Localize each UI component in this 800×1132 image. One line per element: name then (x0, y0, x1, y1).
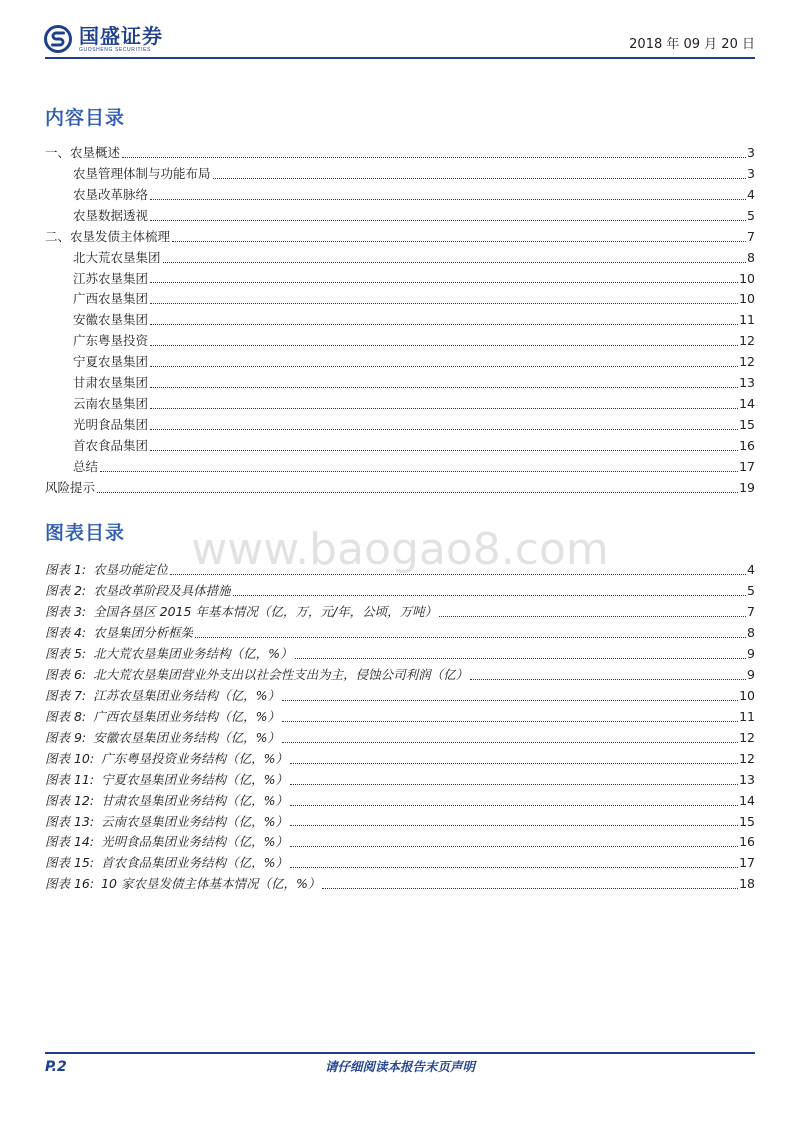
figure-entry-label: 图表 16: (45, 876, 95, 892)
dot-leader (150, 198, 746, 200)
figure-entry-page: 8 (747, 625, 755, 641)
toc-entry-title: 光明食品集团 (73, 416, 149, 432)
toc-entry-page: 10 (739, 291, 755, 307)
toc-entry-page: 5 (747, 207, 755, 223)
toc-entry-title: 首农食品集团 (73, 437, 149, 453)
toc-entry-title: 云南农垦集团 (73, 396, 149, 412)
figure-entry-title: 广东粤垦投资业务结构（亿，%） (101, 750, 288, 766)
watermark: www.baogao8.com (191, 524, 609, 575)
figure-entry-page: 17 (739, 855, 755, 871)
toc-entry[interactable] (45, 227, 755, 248)
toc-entry-page: 12 (739, 354, 755, 370)
figure-entry-label: 图表 5: (45, 646, 87, 662)
toc-entry-page: 14 (739, 396, 755, 412)
toc-entry[interactable] (45, 185, 755, 206)
company-name: 国盛证券 (79, 23, 163, 48)
dot-leader (282, 741, 738, 743)
toc-entry-page: 11 (739, 312, 755, 328)
toc-entry-page: 4 (747, 186, 755, 202)
figure-entry-page: 11 (739, 708, 755, 724)
toc-entry-page: 16 (739, 437, 755, 453)
figure-entry[interactable] (45, 853, 755, 874)
toc-entry-title: 总结 (73, 458, 99, 474)
dot-leader (295, 657, 747, 659)
dot-leader (150, 281, 738, 283)
dot-leader (97, 491, 738, 493)
figure-entry-label: 图表 3: (45, 604, 87, 620)
figure-entry[interactable] (45, 665, 755, 686)
toc-entry[interactable] (45, 352, 755, 373)
dot-leader (290, 824, 738, 826)
toc-entry-title: 风险提示 (45, 479, 96, 495)
figure-entry-title: 农垦功能定位 (93, 562, 169, 578)
toc-entry[interactable] (45, 269, 755, 290)
figure-entry-label: 图表 8: (45, 708, 87, 724)
toc-entry-title: 广东粤垦投资 (73, 333, 149, 349)
contents-list (45, 143, 755, 499)
toc-entry[interactable] (45, 415, 755, 436)
figure-entry-label: 图表 14: (45, 834, 95, 850)
dot-leader (290, 783, 738, 785)
dot-leader (195, 636, 746, 638)
toc-entry-title: 农垦改革脉络 (73, 186, 149, 202)
figures-list (45, 561, 755, 896)
toc-entry-page: 17 (739, 458, 755, 474)
dot-leader (150, 323, 738, 325)
toc-entry[interactable] (45, 289, 755, 310)
figure-entry-label: 图表 6: (45, 667, 87, 683)
toc-entry[interactable] (45, 394, 755, 415)
toc-entry-page: 8 (747, 249, 755, 265)
toc-entry-page: 7 (747, 228, 755, 244)
figures-heading: 图表目录 (45, 522, 126, 544)
dot-leader (100, 470, 738, 472)
dot-leader (290, 804, 738, 806)
figure-entry[interactable] (45, 749, 755, 770)
figure-entry-page: 15 (739, 813, 755, 829)
figure-entry-page: 5 (747, 583, 755, 599)
guosheng-logo-icon (43, 24, 73, 54)
dot-leader (150, 302, 738, 304)
toc-entry-page: 13 (739, 375, 755, 391)
figure-entry[interactable] (45, 686, 755, 707)
dot-leader (122, 156, 746, 158)
dot-leader (150, 449, 738, 451)
figure-entry-title: 云南农垦集团业务结构（亿，%） (101, 813, 288, 829)
figure-entry[interactable] (45, 728, 755, 749)
toc-entry-title: 二、农垦发债主体梳理 (45, 228, 171, 244)
figure-entry-title: 农垦改革阶段及具体措施 (93, 583, 231, 599)
dot-leader (290, 762, 738, 764)
toc-entry[interactable] (45, 331, 755, 352)
figure-entry-page: 16 (739, 834, 755, 850)
figure-entry[interactable] (45, 874, 755, 895)
toc-entry-title: 北大荒农垦集团 (73, 249, 161, 265)
header-divider (45, 57, 755, 59)
dot-leader (170, 573, 746, 575)
toc-entry-title: 江苏农垦集团 (73, 270, 149, 286)
dot-leader (282, 720, 738, 722)
toc-entry[interactable] (45, 206, 755, 227)
figure-entry[interactable] (45, 623, 755, 644)
dot-leader (213, 177, 747, 179)
figure-entry-label: 图表 4: (45, 625, 87, 641)
dot-leader (439, 615, 746, 617)
figure-entry[interactable] (45, 561, 755, 582)
figure-entry-title: 江苏农垦集团业务结构（亿，%） (93, 688, 281, 704)
figure-entry-label: 图表 9: (45, 729, 87, 745)
toc-entry[interactable] (45, 164, 755, 185)
disclaimer-notice: 请仔细阅读本报告末页声明 (324, 1059, 475, 1074)
figure-entry-page: 18 (739, 876, 755, 892)
figure-entry-page: 14 (739, 792, 755, 808)
figure-entry-page: 7 (747, 604, 755, 620)
figure-entry-label: 图表 7: (45, 688, 87, 704)
figure-entry-title: 广西农垦集团业务结构（亿，%） (93, 708, 281, 724)
toc-entry[interactable] (45, 457, 755, 478)
figure-entry-title: 甘肃农垦集团业务结构（亿，%） (101, 792, 288, 808)
figure-entry-title: 全国各垦区 2015 年基本情况（亿，万，元/年，公顷，万吨） (93, 604, 438, 620)
figure-entry[interactable] (45, 707, 755, 728)
figure-entry-label: 图表 15: (45, 855, 95, 871)
figure-entry[interactable] (45, 832, 755, 853)
toc-entry-page: 10 (739, 270, 755, 286)
toc-entry[interactable] (45, 143, 755, 164)
toc-entry[interactable] (45, 248, 755, 269)
toc-entry-page: 3 (747, 144, 755, 160)
company-name-english: GUOSHENG SECURITIES (79, 46, 151, 53)
toc-entry-title: 安徽农垦集团 (73, 312, 149, 328)
figure-entry-label: 图表 12: (45, 792, 95, 808)
toc-entry[interactable] (45, 310, 755, 331)
toc-entry[interactable] (45, 436, 755, 457)
dot-leader (150, 219, 746, 221)
toc-entry-title: 广西农垦集团 (73, 291, 149, 307)
dot-leader (150, 407, 738, 409)
figure-entry-label: 图表 2: (45, 583, 87, 599)
figure-entry-title: 光明食品集团业务结构（亿，%） (101, 834, 288, 850)
toc-entry[interactable] (45, 373, 755, 394)
figure-entry-label: 图表 1: (45, 562, 87, 578)
figure-entry[interactable] (45, 602, 755, 623)
footer-divider (45, 1052, 755, 1054)
figure-entry-title: 宁夏农垦集团业务结构（亿，%） (101, 771, 288, 787)
figure-entry-page: 12 (739, 750, 755, 766)
dot-leader (282, 699, 738, 701)
toc-entry-page: 3 (747, 165, 755, 181)
figure-entry-title: 农垦集团分析框架 (93, 625, 194, 641)
figure-entry-title: 首农食品集团业务结构（亿，%） (101, 855, 288, 871)
toc-entry-title: 甘肃农垦集团 (73, 375, 149, 391)
figure-entry[interactable] (45, 581, 755, 602)
toc-entry-title: 农垦管理体制与功能布局 (73, 165, 211, 181)
dot-leader (150, 365, 738, 367)
figure-entry-title: 北大荒农垦集团营业外支出以社会性支出为主，侵蚀公司利润（亿） (93, 667, 469, 683)
figure-entry-title: 北大荒农垦集团业务结构（亿，%） (93, 646, 293, 662)
figure-entry-label: 图表 10: (45, 750, 95, 766)
dot-leader (150, 428, 738, 430)
figure-entry-title: 安徽农垦集团业务结构（亿，%） (93, 729, 281, 745)
figure-entry[interactable] (45, 791, 755, 812)
dot-leader (322, 887, 738, 889)
dot-leader (150, 344, 738, 346)
dot-leader (172, 240, 746, 242)
figure-entry-page: 9 (747, 646, 755, 662)
toc-entry-title: 一、农垦概述 (45, 144, 121, 160)
figure-entry[interactable] (45, 770, 755, 791)
logo-wordmark (79, 25, 163, 54)
toc-entry-title: 农垦数据透视 (73, 207, 149, 223)
toc-entry-page: 15 (739, 416, 755, 432)
figure-entry-title: 10 家农垦发债主体基本情况（亿，%） (101, 876, 321, 892)
figure-entry-page: 12 (739, 729, 755, 745)
contents-heading: 内容目录 (45, 107, 126, 129)
company-logo (43, 24, 163, 54)
toc-entry-page: 19 (739, 479, 755, 495)
figure-entry-label: 图表 11: (45, 771, 95, 787)
dot-leader (233, 594, 746, 596)
dot-leader (150, 386, 738, 388)
dot-leader (290, 845, 738, 847)
figure-entry-page: 9 (747, 667, 755, 683)
toc-entry-page: 12 (739, 333, 755, 349)
figure-entry-page: 4 (747, 562, 755, 578)
page-number: P.2 (45, 1059, 67, 1075)
toc-entry-title: 宁夏农垦集团 (73, 354, 149, 370)
toc-entry[interactable] (45, 478, 755, 499)
dot-leader (470, 678, 746, 680)
report-date: 2018 年 09 月 20 日 (629, 37, 755, 52)
figure-entry-page: 10 (739, 688, 755, 704)
dot-leader (290, 866, 738, 868)
figure-entry-page: 13 (739, 771, 755, 787)
figure-entry-label: 图表 13: (45, 813, 95, 829)
dot-leader (163, 261, 747, 263)
figure-entry[interactable] (45, 644, 755, 665)
figure-entry[interactable] (45, 812, 755, 833)
